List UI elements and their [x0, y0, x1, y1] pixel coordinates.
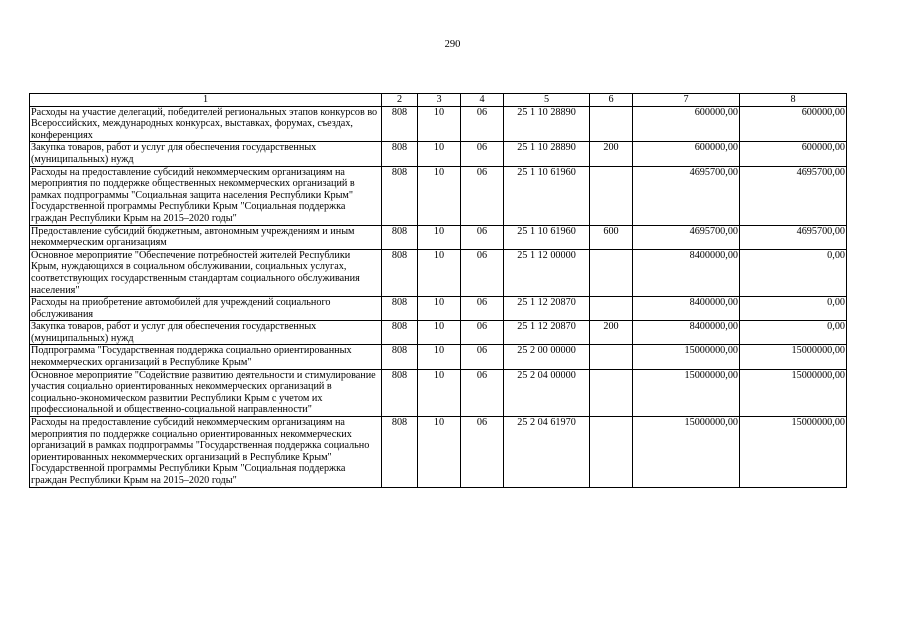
table-row — [30, 417, 847, 488]
row-code-expense-type — [590, 106, 633, 142]
row-code-target-article: 25 1 12 20870 — [504, 297, 590, 321]
row-code-target-article: 25 2 00 00000 — [504, 345, 590, 369]
row-code-ministry: 808 — [382, 142, 418, 166]
row-code-subsection: 06 — [461, 345, 504, 369]
row-code-subsection: 06 — [461, 106, 504, 142]
row-code-ministry: 808 — [382, 417, 418, 488]
row-code-expense-type — [590, 249, 633, 296]
row-code-target-article: 25 1 10 61960 — [504, 225, 590, 249]
row-code-section: 10 — [418, 369, 461, 416]
row-amount-col8: 4695700,00 — [740, 166, 847, 225]
row-description: Подпрограмма "Государственная поддержка социально ориентированных некоммерческих организаций в Республике Крым" — [30, 345, 382, 369]
row-code-expense-type — [590, 369, 633, 416]
row-description: Расходы на приобретение автомобилей для учреждений социального обслуживания — [30, 297, 382, 321]
row-code-expense-type — [590, 345, 633, 369]
row-code-subsection: 06 — [461, 297, 504, 321]
header-col-6: 6 — [590, 94, 633, 107]
row-amount-col8: 15000000,00 — [740, 369, 847, 416]
row-amount-col7: 4695700,00 — [633, 166, 740, 225]
row-description: Предоставление субсидий бюджетным, автономным учреждениям и иным некоммерческим организациям — [30, 225, 382, 249]
row-code-section: 10 — [418, 417, 461, 488]
row-amount-col8: 600000,00 — [740, 142, 847, 166]
page-number: 290 — [444, 39, 461, 50]
row-code-subsection: 06 — [461, 142, 504, 166]
row-amount-col8: 600000,00 — [740, 106, 847, 142]
row-code-section: 10 — [418, 321, 461, 345]
row-amount-col7: 15000000,00 — [633, 369, 740, 416]
header-col-5: 5 — [504, 94, 590, 107]
row-code-ministry: 808 — [382, 249, 418, 296]
row-code-target-article: 25 2 04 00000 — [504, 369, 590, 416]
row-code-target-article: 25 2 04 61970 — [504, 417, 590, 488]
table-row — [30, 142, 847, 166]
row-code-ministry: 808 — [382, 166, 418, 225]
row-amount-col8: 15000000,00 — [740, 417, 847, 488]
row-amount-col8: 0,00 — [740, 249, 847, 296]
table-row — [30, 106, 847, 142]
header-col-8: 8 — [740, 94, 847, 107]
row-amount-col8: 4695700,00 — [740, 225, 847, 249]
row-amount-col8: 15000000,00 — [740, 345, 847, 369]
table-row — [30, 166, 847, 225]
table-row — [30, 321, 847, 345]
row-code-ministry: 808 — [382, 369, 418, 416]
row-code-ministry: 808 — [382, 321, 418, 345]
row-code-expense-type — [590, 417, 633, 488]
row-code-ministry: 808 — [382, 225, 418, 249]
row-code-target-article: 25 1 12 00000 — [504, 249, 590, 296]
table-row — [30, 297, 847, 321]
row-description: Расходы на участие делегаций, победителей региональных этапов конкурсов во Всероссийских, международных конкурсах, выставках, форумах, съездах, конференциях — [30, 106, 382, 142]
row-description: Закупка товаров, работ и услуг для обеспечения государственных (муниципальных) нужд — [30, 142, 382, 166]
row-amount-col7: 600000,00 — [633, 106, 740, 142]
row-code-subsection: 06 — [461, 166, 504, 225]
row-code-expense-type: 200 — [590, 321, 633, 345]
header-col-7: 7 — [633, 94, 740, 107]
row-amount-col7: 4695700,00 — [633, 225, 740, 249]
row-code-expense-type — [590, 166, 633, 225]
table-row — [30, 345, 847, 369]
row-code-subsection: 06 — [461, 369, 504, 416]
row-code-section: 10 — [418, 345, 461, 369]
row-code-target-article: 25 1 10 61960 — [504, 166, 590, 225]
budget-table — [29, 93, 847, 488]
row-code-target-article: 25 1 10 28890 — [504, 106, 590, 142]
row-amount-col7: 8400000,00 — [633, 297, 740, 321]
row-code-subsection: 06 — [461, 321, 504, 345]
row-code-subsection: 06 — [461, 249, 504, 296]
row-code-expense-type — [590, 297, 633, 321]
row-code-section: 10 — [418, 166, 461, 225]
row-amount-col8: 0,00 — [740, 321, 847, 345]
row-code-section: 10 — [418, 249, 461, 296]
row-code-ministry: 808 — [382, 106, 418, 142]
table-header-row — [30, 94, 847, 107]
header-col-1: 1 — [30, 94, 382, 107]
row-code-target-article: 25 1 12 20870 — [504, 321, 590, 345]
row-amount-col7: 8400000,00 — [633, 321, 740, 345]
row-description: Закупка товаров, работ и услуг для обеспечения государственных (муниципальных) нужд — [30, 321, 382, 345]
row-description: Основное мероприятие "Обеспечение потребностей жителей Республики Крым, нуждающихся в социальном обслуживании, социальных услугах, соответствующих государственным стандартам социального обслуживания населения" — [30, 249, 382, 296]
row-code-section: 10 — [418, 142, 461, 166]
table-row — [30, 249, 847, 296]
row-amount-col7: 15000000,00 — [633, 417, 740, 488]
row-description: Расходы на предоставление субсидий некоммерческим организациям на мероприятия по поддержке общественных некоммерческих организаций в рамках подпрограммы "Социальная защита населения Республики Крым" Государственной программы Республики Крым "Социальная поддержка граждан Республики Крым на 2015–2020 годы" — [30, 166, 382, 225]
row-code-subsection: 06 — [461, 225, 504, 249]
header-col-3: 3 — [418, 94, 461, 107]
row-code-section: 10 — [418, 297, 461, 321]
header-col-2: 2 — [382, 94, 418, 107]
header-col-4: 4 — [461, 94, 504, 107]
row-code-target-article: 25 1 10 28890 — [504, 142, 590, 166]
table-row — [30, 225, 847, 249]
table-row — [30, 369, 847, 416]
row-amount-col7: 15000000,00 — [633, 345, 740, 369]
row-code-subsection: 06 — [461, 417, 504, 488]
row-code-ministry: 808 — [382, 345, 418, 369]
row-code-expense-type: 200 — [590, 142, 633, 166]
row-description: Расходы на предоставление субсидий некоммерческим организациям на мероприятия по поддержке социально ориентированных некоммерческих организаций в рамках подпрограммы "Государственная поддержка социально ориентированных некоммерческих организаций в Республике Крым" Государственной программы Республики Крым "Социальная поддержка граждан Республики Крым на 2015–2020 годы" — [30, 417, 382, 488]
row-code-section: 10 — [418, 225, 461, 249]
row-amount-col8: 0,00 — [740, 297, 847, 321]
row-code-ministry: 808 — [382, 297, 418, 321]
row-amount-col7: 600000,00 — [633, 142, 740, 166]
row-code-expense-type: 600 — [590, 225, 633, 249]
row-description: Основное мероприятие "Содействие развитию деятельности и стимулирование участия социально ориентированных некоммерческих организаций в социально-экономическом развитии Республики Крым с учетом их профессиональной и общественно-социальной направленности" — [30, 369, 382, 416]
row-code-section: 10 — [418, 106, 461, 142]
row-amount-col7: 8400000,00 — [633, 249, 740, 296]
